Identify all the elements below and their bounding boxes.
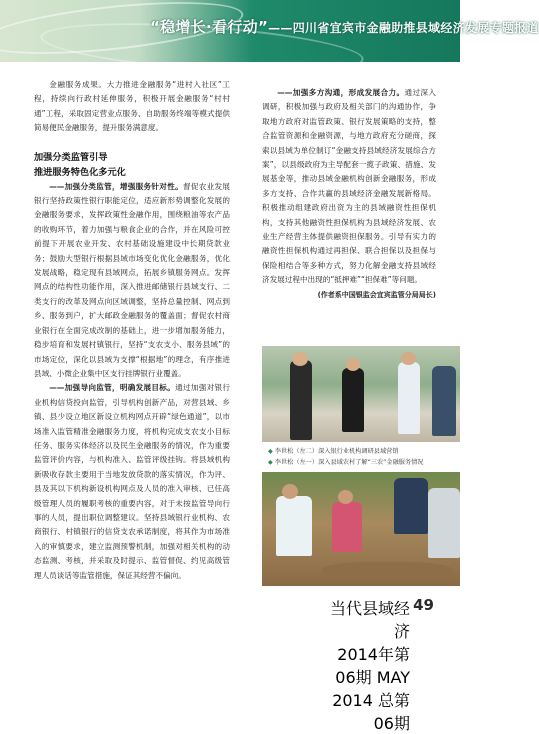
section-heading-line1: 加强分类监管引导 xyxy=(34,151,108,163)
header-title-subtitle: ——四川省宜宾市金融助推县域经济发展专题报道 xyxy=(268,21,539,35)
paragraph-guidance-supervision xyxy=(34,381,230,583)
left-text-column xyxy=(34,78,230,583)
photo-rural-visit xyxy=(262,472,460,586)
author-note: (作者系中国银监会宜宾监管分局局长) xyxy=(317,290,436,299)
page-footer xyxy=(330,594,440,733)
photo-figure xyxy=(332,502,362,552)
photo-figure xyxy=(322,562,452,580)
photo-caption-2: ◆ 李世松（左一）深入县域农村了解“三农”金融服务情况 xyxy=(268,459,424,466)
photo-figure xyxy=(338,490,353,504)
right-text-column xyxy=(262,86,436,302)
photo-figure xyxy=(282,484,298,499)
paragraph-body: 督促农业发展银行坚持政策性银行职能定位，适应新形势调整化发展的金融服务要求，发挥政策性金融作用，围绕粮油等农产品的收购环节，着力加强与粮食企业的合作，并在风险可控前提下开展农业开发、农村基础设施建设中长期贷款业务；鼓励大型银行根据县域市场变化优化金融服务，优化发展战略，稳定现有县域网点，拓展乡镇服务网点。发挥网点的结构性功能作用，深入推进邮储银行县域支行、二类支行的改革及网点向区域调整，坚持总量控制、网点到乡、服务到户，扩大邮政金融服务的覆盖面；督促农村商业银行在全面完成改制的基础上，进一步增加服务能力，稳步培育和发展村镇银行，坚持“支农支小、服务县域”的市场定位，深化以县域为支撑“根据地”的理念，有序推进县域、小微企业集中区支行挂牌银行业覆盖。 xyxy=(34,181,231,378)
page-header-banner xyxy=(0,0,539,62)
photo-captions xyxy=(268,446,456,468)
photo-figure xyxy=(428,488,460,558)
photo-figure xyxy=(432,366,456,436)
photo-figure xyxy=(401,352,416,365)
photo-figure xyxy=(398,362,420,434)
paragraph-body: 通过深入调研，积极加强与政府及相关部门的沟通协作，争取地方政府对监管政策、银行发展策略的支持，整合监管资源和金融资源，与地方政府充分磋商，探索以县域为单位制订“金融支持县域经济发展综合方案”，以县级政府为主导配套一揽子政策、措施、发展基金等，推动县域金融机构创新金融服务，形成多方支持、合作共赢的县域经济金融发展新格局。积极推动组建政府出资为主的县域融资性担保机构，支持其他融资性担保机构为县域经济发展、农业生产经营主体提供融资担保服务。引导有实力的融资性担保机构通过再担保、联合担保以及担保与保险相结合等多种方式，努力化解金融支持县域经济发展过程中出现的“抵押难”“担保难”等问题。 xyxy=(262,88,436,285)
paragraph-lead: ——加强导向监管，明确发展目标。 xyxy=(49,383,176,393)
page-number: 49 xyxy=(413,596,434,614)
header-title-slogan: “稳增长·看行动” xyxy=(150,18,269,36)
caption-bullet-icon: ◆ xyxy=(268,459,273,466)
paragraph-communication xyxy=(262,86,436,288)
magazine-name: 当代县域经济 xyxy=(330,599,411,641)
photo-figure xyxy=(276,496,312,556)
photo-figure xyxy=(292,352,308,366)
photo-figure xyxy=(290,360,312,440)
header-title xyxy=(150,16,539,37)
paragraph-lead: ——加强多方沟通，形成发展合力。 xyxy=(277,88,405,97)
issue-info: 2014年第06期 MAY 2014 总第06期 xyxy=(332,645,410,733)
paragraph-body: 通过加强对银行业机构信贷投向监管，引导机构创新产品，对营县域、乡镇、县少设立地区新设立机构网点开辟“绿色通道”，以市场准入监管精准金融服务力度，将机构完成支农支小目标任务、服务实体经济以及民生金融服务的情况，作为重要监管评价内容，与机构准入、监管评级挂钩。将县域机构新吸收存款主要用于当地发放贷款的落实情况，作为评、县及其以下机构新设机构网点及人员的准入审核、已任高级管理人员的履职考核的重要内容，对于未按监管导向行事的人员，提出职位调整建议。坚持县域银行业机构、农商银行、村镇银行的信贷支农承诺制度，将其作为市场准入的审慎要求，建立监测预警机制，加强对相关机构的动态监测、考核，并采取及时提示、监管督促、约见高级管理人员谈话等监管措施，保证其经营不偏向。 xyxy=(34,383,231,580)
paragraph-lead: ——加强分类监管，增强服务针对性。 xyxy=(49,181,183,191)
intro-paragraph: 金融服务成果。大力推进金融服务“进村入社区”工程，持续向行政村延伸服务，积极开展金融服务“村村通”工程，采取固定营业点服务、自助服务终端等模式提供简易便民金融服务，提升服务满意度。 xyxy=(34,80,230,133)
photo-figure xyxy=(342,368,364,432)
section-heading-line2: 推进服务特色化多元化 xyxy=(34,166,126,178)
photo-figure xyxy=(346,358,360,371)
photo-caption-1: ◆ 李世松（左二）深入银行业机构调研县域营销 xyxy=(268,448,399,455)
caption-bullet-icon: ◆ xyxy=(268,448,273,455)
paragraph-classified-supervision xyxy=(34,180,230,382)
photo-bank-visit xyxy=(262,346,460,442)
photo-figure xyxy=(394,478,428,534)
